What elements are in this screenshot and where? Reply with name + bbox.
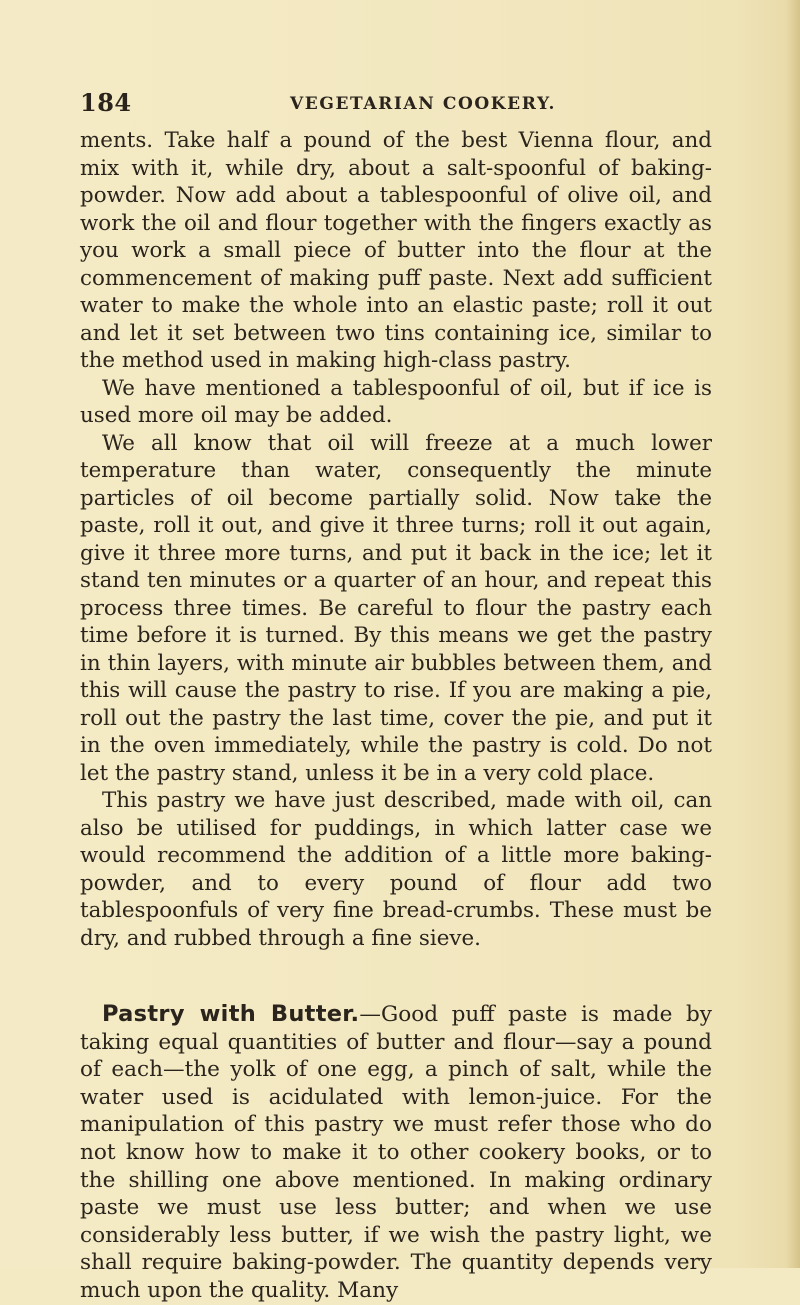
- section-paragraph: [80, 1001, 712, 1305]
- section-heading: Pastry with Butter.: [102, 1001, 360, 1027]
- section-pastry-with-butter: [80, 1001, 712, 1305]
- body-text: [80, 127, 712, 952]
- paragraph: We all know that oil will freeze at a much lower temperature than water, consequently the minute particles of oil become partially solid. Now take the paste, roll it out, and give it three turns; roll it out again, give it three more turns, and put it back in the ice; let it stand ten minutes or a quarter of an hour, and repeat this process three times. Be careful to flour the pastry each time before it is turned. By this means we get the pastry in thin layers, with minute air bubbles between them, and this will cause the pastry to rise. If you are making a pie, roll out the pastry the last time, cover the pie, and put it in the oven immediately, while the pastry is cold. Do not let the pastry stand, unless it be in a very cold place.: [80, 430, 712, 786]
- section-text: —Good puff paste is made by taking equal quantities of butter and flour—say a pound of each—the yolk of one egg, a pinch of salt, while the water used is acidulated with lemon-juice. For the manipulation of this pastry we must refer those who do not know how to make it to other cookery books, or to the shilling one above mentioned. In making ordinary paste we must use less butter; and when we use considerably less butter, if we wish the pastry light, we shall require baking-powder. The quantity depends very much upon the quality. Many: [80, 1002, 712, 1303]
- paragraph: We have mentioned a tablespoonful of oil, but if ice is used more oil may be added.: [80, 375, 712, 428]
- paragraph-continued: ments. Take half a pound of the best Vienna flour, and mix with it, while dry, about a salt-spoonful of baking-powder. Now add about a tablespoonful of olive oil, and work the oil and flour together with the fingers exactly as you work a small piece of butter into the flour at the commencement of making puff paste. Next add sufficient water to make the whole into an elastic paste; roll it out and let it set between two tins containing ice, similar to the method used in making high-class pastry.: [80, 128, 712, 373]
- page-number: 184: [80, 88, 132, 117]
- paragraph: This pastry we have just described, made with oil, can also be utilised for puddings, in which latter case we would recommend the addition of a little more baking-powder, and to every pound of flour add two tablespoonfuls of very fine bread-crumbs. These must be dry, and rubbed through a fine sieve.: [80, 788, 712, 951]
- running-title: VEGETARIAN COOKERY.: [290, 94, 557, 114]
- page-edge-shadow: [786, 0, 800, 1268]
- running-header: [80, 88, 720, 118]
